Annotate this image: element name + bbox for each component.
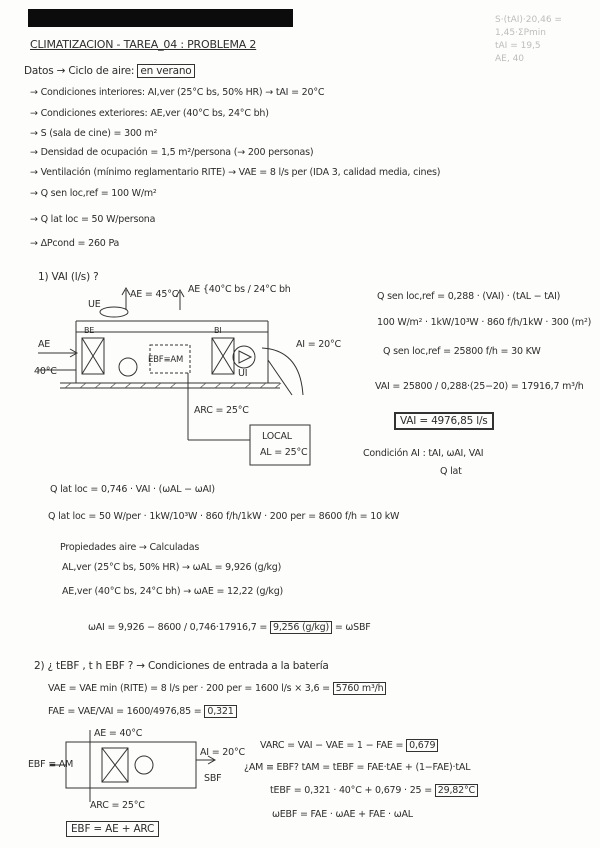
calc-line: Q sen loc,ref = 25800 f/h = 30 KW [383,346,541,357]
lat-line: AE,ver (40°C bs, 24°C bh) → ωAE = 12,22 (g/kg) [62,586,284,597]
varc-line [260,740,438,751]
lat-line: Q lat loc = 0,746 · VAI · (ωAL − ωAI) [50,484,215,495]
lat-line: Propiedades aire → Calculadas [60,542,200,553]
diag-temp-left: 40°C [34,366,57,377]
part1-question: 1) VAI (l/s) ? [38,271,99,283]
varc-text: VARC = VAI − VAE = 1 − FAE = [260,740,404,751]
lat-line: AL,ver (25°C bs, 50% HR) → ωAL = 9,926 (g/kg) [62,562,282,573]
diag-bi: BI [214,326,222,335]
diag-local-cond: AL = 25°C [260,447,308,458]
calc-line: VAI = 25800 / 0,288·(25−20) = 17916,7 m³/h [375,381,584,392]
dato-item: → Q lat loc = 50 W/persona [30,214,156,225]
ghost-line: tAI = 19,5 [495,41,541,51]
tebf-result-box: 29,82°C [435,784,478,797]
vai-result-box: VAI = 4976,85 l/s [394,412,494,430]
datos-label-text: Datos → Ciclo de aire: [24,65,138,77]
varc-result-box: 0,679 [406,739,438,752]
calc-line: Q lat [440,466,462,477]
p2-ebf: EBF ≡ AM [28,759,74,770]
webf-line: ωEBF = FAE · ωAE + FAE · ωAL [272,809,413,820]
diag-ui: UI [238,368,248,379]
p2-ae: AE = 40°C [94,728,143,739]
p2-ai: AI = 20°C [200,747,245,758]
calc-line: Condición AI : tAI, ωAI, VAI [363,448,484,459]
dato-item: → S (sala de cine) = 300 m² [30,128,158,139]
dato-item: → Condiciones interiores: AI,ver (25°C bs, 50% HR) → tAI = 20°C [30,87,325,98]
lat-line: Q lat loc = 50 W/per · 1kW/10³W · 860 f/h/1kW · 200 per = 8600 f/h = 10 kW [48,511,400,522]
wai-lhs: ωAI = 9,926 − 8600 / 0,746·17916,7 = [88,622,268,633]
calc-line: Q sen loc,ref = 0,288 · (VAI) · (tAL − tAI) [377,291,561,302]
p2-sbf: SBF [204,773,222,784]
diag-ae-top: AE = 45°C [130,289,179,300]
diag-arc: ARC = 25°C [194,405,249,416]
season-box: en verano [137,64,194,78]
dato-item: → Q sen loc,ref = 100 W/m² [30,188,157,199]
ghost-line: S·(tAI)·20,46 = 1,45·ΣPmin [495,15,562,38]
dato-item: → Densidad de ocupación = 1,5 m²/persona (→ 200 personas) [30,147,314,158]
vae-text: VAE = VAE min (RITE) = 8 l/s per · 200 per = 1600 l/s × 3,6 = [48,683,330,694]
ghost-line: AE, 40 [495,54,525,64]
diag-local: LOCAL [262,431,292,442]
diag-ebf: EBF≡AM [148,355,184,365]
wai-tail: = ωSBF [334,622,371,633]
part2-question: 2) ¿ tEBF , t h EBF ? → Condiciones de entrada a la batería [34,660,329,672]
p2-arc: ARC = 25°C [90,800,145,811]
dato-item: → Condiciones exteriores: AE,ver (40°C bs, 24°C bh) [30,108,269,119]
wai-result-box: 9,256 (g/kg) [270,621,332,634]
fae-text: FAE = VAE/VAI = 1600/4976,85 = [48,706,202,717]
diag-be: BE [84,326,95,335]
dato-item: → Ventilación (mínimo reglamentario RITE) → VAE = 8 l/s per (IDA 3, calidad media, cines) [30,167,441,178]
fae-result-box: 0,321 [204,705,236,718]
page-title: CLIMATIZACION - TAREA_04 : PROBLEMA 2 [30,38,257,51]
diag-ai: AI = 20°C [296,339,341,350]
am-line: ¿AM ≡ EBF? tAM = tEBF = FAE·tAE + (1−FAE)·tAL [244,762,471,773]
diag-ae-left: AE [38,339,51,350]
vae-result-box: 5760 m³/h [333,682,387,695]
tebf-line [270,785,478,796]
ebf-box: EBF = AE + ARC [66,821,159,837]
dato-item: → ΔPcond = 260 Pa [30,238,120,249]
tebf-text: tEBF = 0,321 · 40°C + 0,679 · 25 = [270,785,432,796]
calc-line: 100 W/m² · 1kW/10³W · 860 f/h/1kW · 300 (m²) [377,317,592,328]
diag-ae-cond: AE {40°C bs / 24°C bh [188,284,291,295]
diag-ue: UE [88,299,101,310]
